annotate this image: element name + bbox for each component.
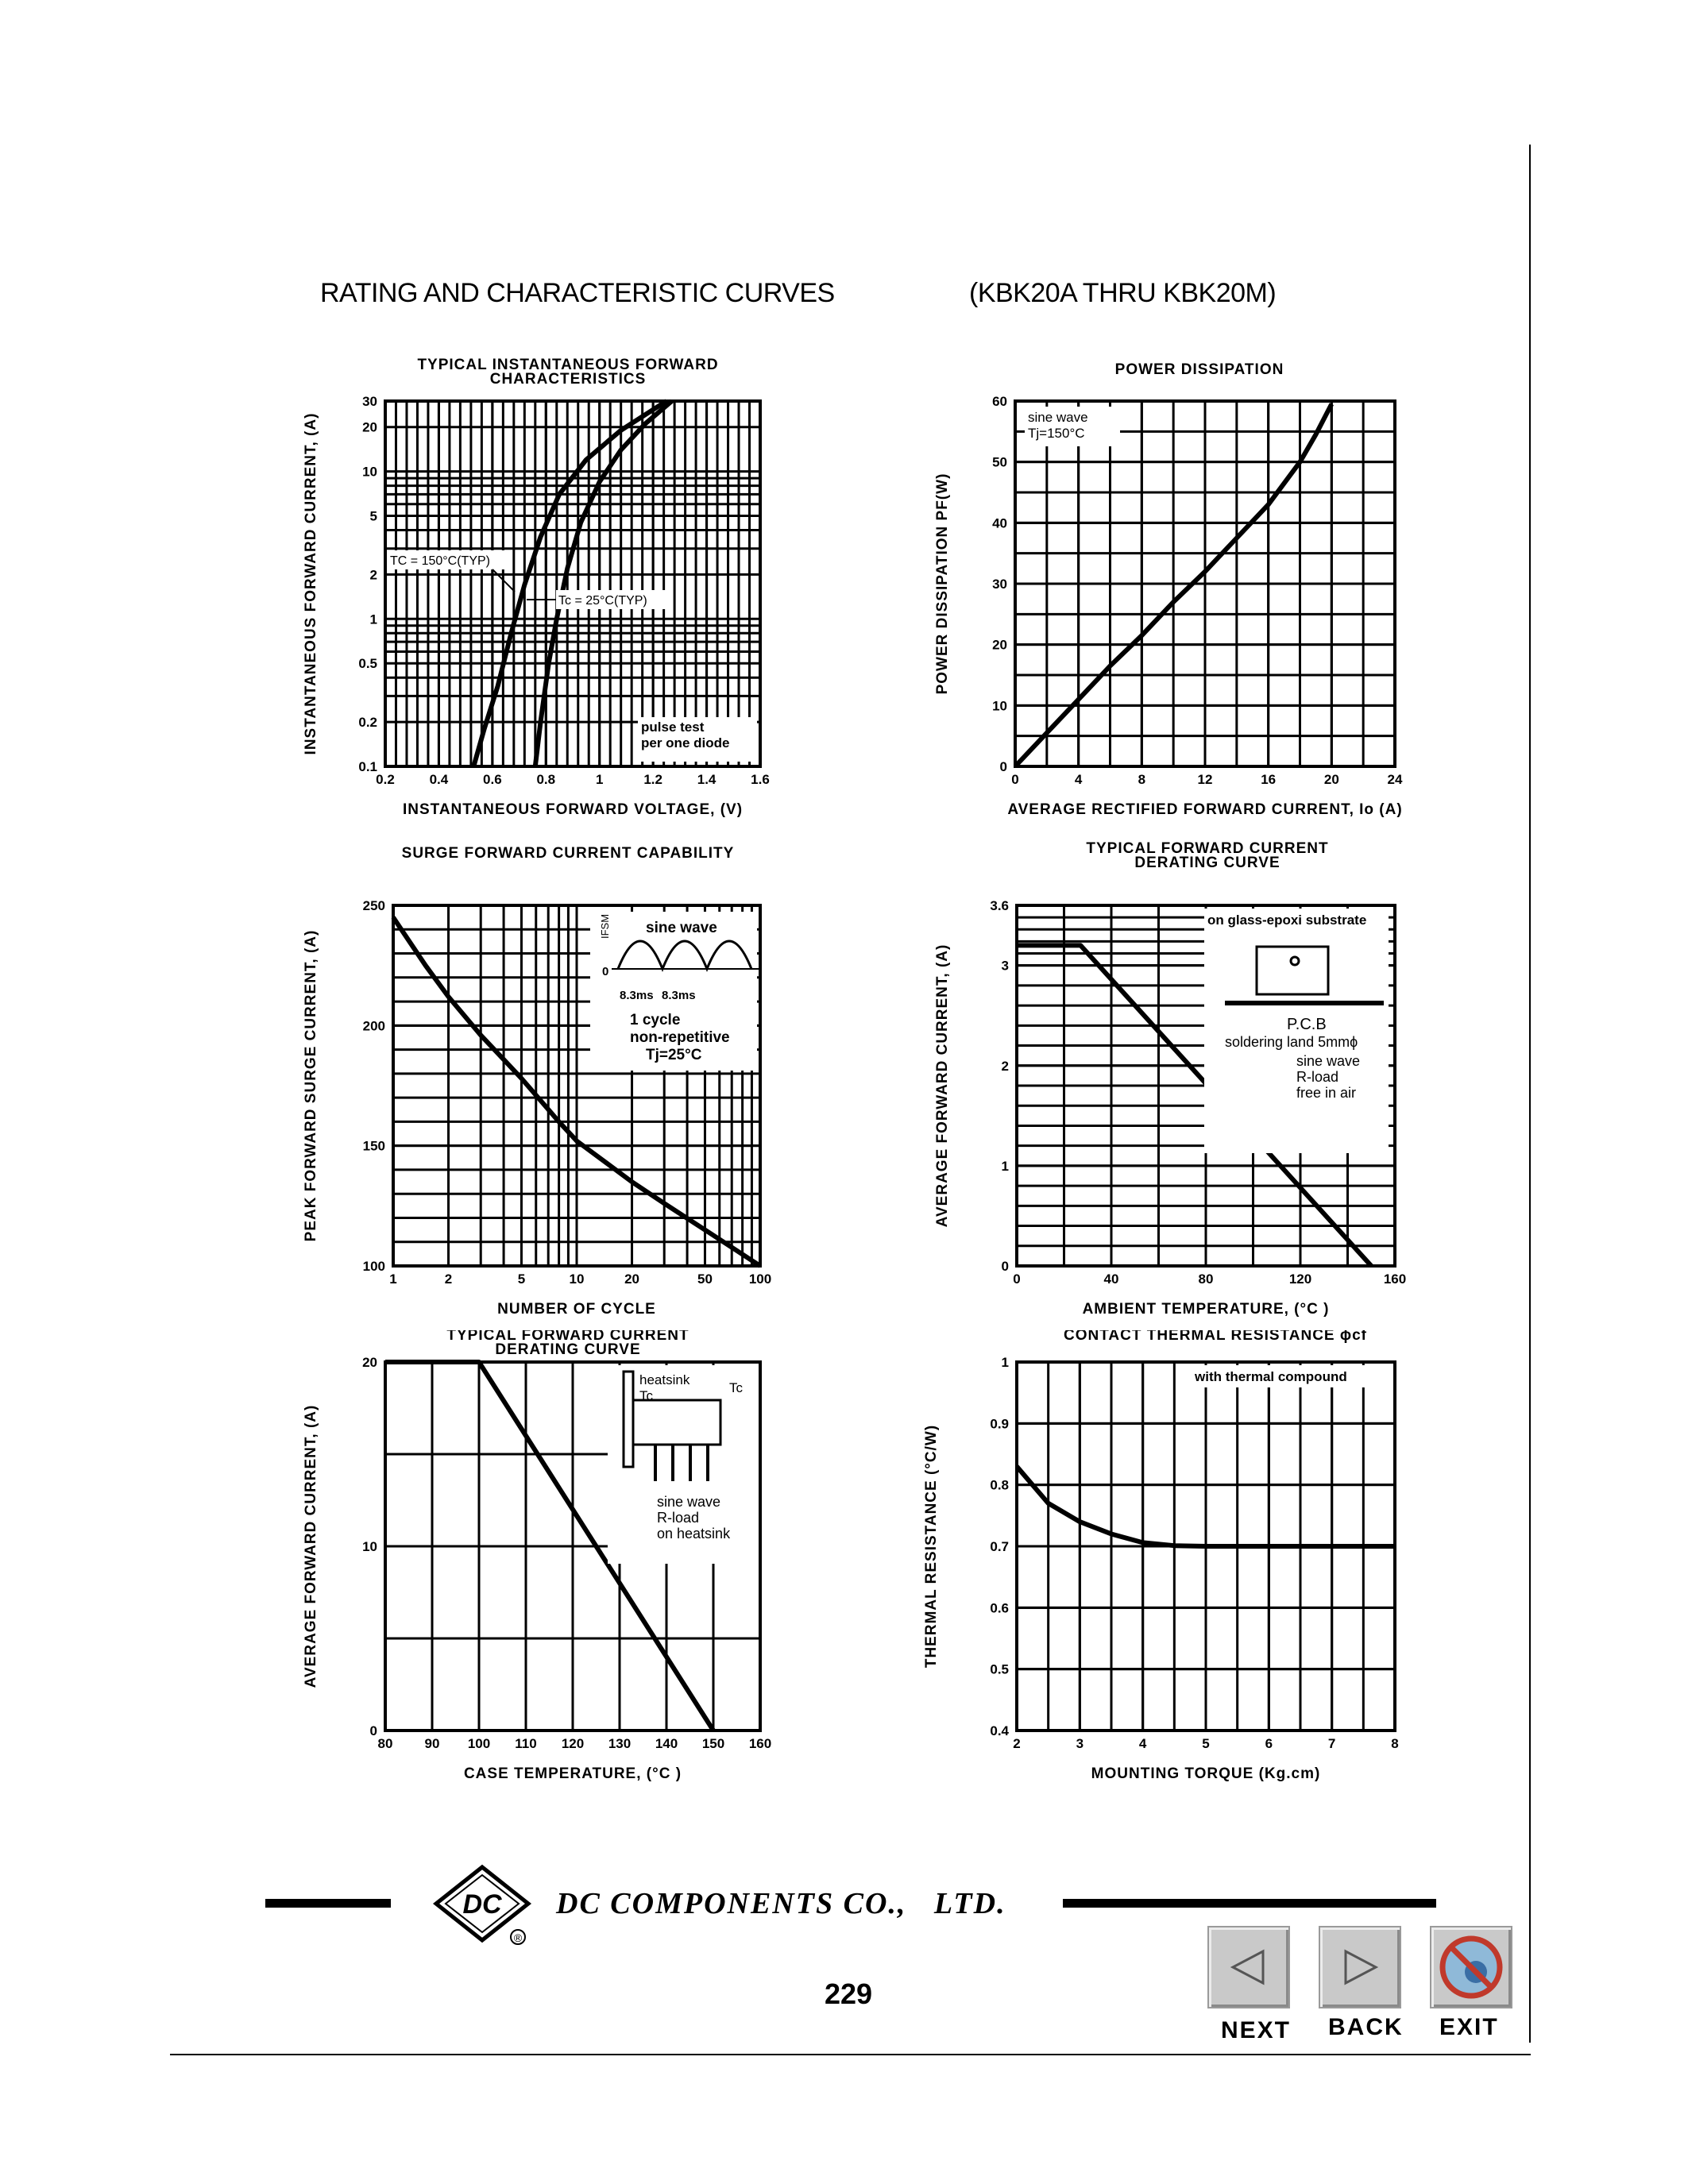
x-tick-label: 1 (595, 772, 604, 787)
y-tick-label: 0.4 (990, 1723, 1009, 1738)
x-tick-label: 0 (1013, 1271, 1021, 1287)
y-tick-label: 2 (1001, 1058, 1009, 1074)
y-tick-label: 1 (1001, 1158, 1009, 1174)
y-tick-label: 20 (992, 637, 1007, 653)
x-tick-label: 120 (1288, 1271, 1312, 1287)
package-icon (633, 1400, 720, 1445)
y-tick-label: 10 (992, 698, 1007, 714)
dc-logo (417, 1862, 536, 1950)
x-tick-label: 12 (1197, 772, 1213, 787)
annotation-text: soldering land 5mmϕ (1225, 1034, 1358, 1050)
x-tick-label: 140 (655, 1736, 678, 1751)
annotation-text: on glass-epoxi substrate (1207, 913, 1367, 928)
annotation-text: 0 (602, 965, 609, 978)
annotation-text: 8.3ms (620, 989, 654, 1002)
chart-surge (303, 845, 771, 1318)
annotation-text: sine wave (1028, 410, 1088, 425)
footer-left-rule (265, 1899, 391, 1908)
annotation-text: 8.3ms (662, 989, 696, 1002)
y-tick-label: 10 (362, 1539, 377, 1554)
annotation-text: R-load (1296, 1069, 1339, 1085)
annotation-text: sine wave (646, 920, 717, 936)
annotation-text: Tj=150°C (1028, 426, 1085, 441)
x-tick-label: 20 (1323, 772, 1339, 787)
chart-derating-case (298, 1330, 786, 1807)
x-tick-label: 1 (389, 1271, 397, 1287)
chart-title-line: TYPICAL FORWARD CURRENT (1086, 842, 1329, 857)
annotation-text: sine wave (657, 1494, 721, 1510)
x-tick-label: 110 (515, 1736, 537, 1751)
annotation-text: free in air (1296, 1085, 1357, 1101)
x-tick-label: 4 (1074, 772, 1083, 787)
chart-title-line: CONTACT THERMAL RESISTANCE ϕcf (1063, 1330, 1368, 1344)
annotation-text: heatsink (639, 1372, 690, 1387)
annotation-text: 1 cycle (630, 1012, 681, 1028)
y-tick-label: 0.9 (990, 1416, 1009, 1432)
chart-surge-current (298, 842, 786, 1330)
y-tick-label: 1 (369, 612, 377, 627)
registered-mark: ® (513, 1931, 523, 1944)
x-tick-label: 1.2 (643, 772, 662, 787)
x-axis-label: AVERAGE RECTIFIED FORWARD CURRENT, Io (A) (1007, 801, 1403, 818)
y-tick-label: 0 (369, 1723, 377, 1738)
annotation-text: IFSM (599, 913, 611, 939)
x-tick-label: 20 (624, 1271, 639, 1287)
x-tick-label: 160 (1383, 1271, 1407, 1287)
x-tick-label: 50 (697, 1271, 713, 1287)
package-icon (1257, 947, 1328, 994)
x-tick-label: 2 (444, 1271, 453, 1287)
x-tick-label: 0.6 (483, 772, 502, 787)
y-tick-label: 3 (1001, 958, 1009, 974)
y-tick-label: 0 (1001, 1259, 1009, 1274)
x-tick-label: 3 (1076, 1736, 1084, 1751)
page-title: RATING AND CHARACTERISTIC CURVES (320, 278, 835, 308)
y-tick-label: 30 (362, 394, 377, 409)
y-tick-label: 0.6 (990, 1600, 1009, 1616)
x-tick-label: 1.4 (697, 772, 717, 787)
y-tick-label: 10 (362, 464, 377, 480)
y-axis-label: AVERAGE FORWARD CURRENT, (A) (934, 943, 951, 1228)
y-tick-label: 30 (992, 577, 1007, 592)
chart-thermal-resistance (914, 1330, 1422, 1807)
x-tick-label: 90 (424, 1736, 440, 1751)
x-tick-label: 8 (1391, 1736, 1399, 1751)
y-tick-label: 100 (362, 1259, 385, 1274)
y-axis-label: THERMAL RESISTANCE (°C/W) (923, 1424, 940, 1669)
annotation-text: pulse test (641, 720, 705, 735)
x-tick-label: 2 (1013, 1736, 1021, 1751)
chart-title-line: TYPICAL INSTANTANEOUS FORWARD (417, 357, 719, 373)
next-label[interactable]: NEXT (1221, 2017, 1292, 2043)
series-label: TC = 150°C(TYP) (390, 554, 490, 568)
x-tick-label: 100 (467, 1736, 491, 1751)
annotation-text: R-load (657, 1510, 700, 1526)
page-bottom-rule (170, 2054, 1531, 2055)
y-tick-label: 20 (362, 419, 377, 435)
x-axis-label: CASE TEMPERATURE, (°C ) (463, 1765, 682, 1782)
y-tick-label: 1 (1001, 1355, 1009, 1370)
y-tick-label: 250 (362, 898, 385, 913)
x-tick-label: 5 (1202, 1736, 1210, 1751)
chart-derate_amb (934, 842, 1406, 1318)
series-title: (KBK20A THRU KBK20M) (969, 278, 1277, 308)
x-tick-label: 5 (517, 1271, 526, 1287)
y-tick-label: 0 (999, 759, 1007, 774)
x-tick-label: 7 (1327, 1736, 1336, 1751)
x-tick-label: 0.2 (376, 772, 395, 787)
series-label: Tc = 25°C(TYP) (558, 594, 647, 608)
x-tick-label: 6 (1265, 1736, 1273, 1751)
y-tick-label: 0.2 (358, 715, 377, 731)
chart-power (934, 361, 1403, 818)
left-triangle-icon (1209, 1927, 1288, 2007)
chart-title-line: SURGE FORWARD CURRENT CAPABILITY (401, 845, 735, 862)
annotation-text: Tj=25°C (646, 1047, 702, 1063)
exit-label[interactable]: EXIT (1439, 2014, 1499, 2040)
next-button[interactable] (1207, 1926, 1290, 2008)
footer-right-rule (1063, 1899, 1436, 1908)
annotation-text: on heatsink (657, 1526, 731, 1542)
plot-frame (385, 401, 760, 766)
annotation-text: Tc (729, 1380, 743, 1395)
x-tick-label: 0.8 (536, 772, 556, 787)
y-tick-label: 40 (992, 515, 1007, 531)
annotation-text: per one diode (641, 735, 730, 751)
page-right-rule (1529, 145, 1531, 2043)
x-axis-label: MOUNTING TORQUE (Kg.cm) (1091, 1765, 1321, 1782)
chart-power-dissipation (929, 353, 1422, 842)
no-entry-icon (1431, 1927, 1511, 2007)
y-axis-label: INSTANTANEOUS FORWARD CURRENT, (A) (303, 412, 319, 755)
annotation-text: non-repetitive (630, 1029, 730, 1046)
y-tick-label: 3.6 (990, 898, 1009, 913)
y-tick-label: 150 (362, 1138, 385, 1154)
x-tick-label: 8 (1138, 772, 1146, 787)
chart-fwd (303, 357, 770, 818)
annotation-text: Tc (639, 1388, 653, 1403)
back-label[interactable]: BACK (1328, 2014, 1404, 2040)
right-triangle-icon (1320, 1927, 1400, 2007)
chart-thermal (923, 1330, 1399, 1782)
chart-title-line: POWER DISSIPATION (1114, 361, 1284, 378)
x-axis-label: NUMBER OF CYCLE (497, 1301, 656, 1318)
y-axis-label: POWER DISSIPATION PF(W) (934, 473, 951, 695)
x-axis-label: AMBIENT TEMPERATURE, (°C ) (1082, 1301, 1330, 1318)
y-tick-label: 5 (369, 508, 377, 524)
x-tick-label: 24 (1387, 772, 1403, 787)
exit-button[interactable] (1430, 1926, 1512, 2008)
x-tick-label: 160 (748, 1736, 772, 1751)
chart-derate_case (303, 1330, 771, 1782)
y-tick-label: 200 (362, 1018, 385, 1034)
pcb-icon (1225, 1001, 1384, 1005)
y-axis-label: PEAK FORWARD SURGE CURRENT, (A) (303, 929, 319, 1242)
y-tick-label: 2 (369, 567, 377, 583)
chart-forward-characteristics (298, 353, 786, 842)
y-tick-label: 0.8 (990, 1477, 1009, 1493)
y-tick-label: 50 (992, 454, 1007, 470)
chart-title-line: DERATING CURVE (1134, 855, 1280, 871)
y-tick-label: 60 (992, 394, 1007, 409)
x-tick-label: 100 (748, 1271, 772, 1287)
x-tick-label: 80 (377, 1736, 393, 1751)
heatsink-icon (624, 1372, 633, 1467)
chart-title-line: DERATING CURVE (495, 1341, 641, 1358)
annotation-text: sine wave (1296, 1053, 1361, 1069)
y-tick-label: 20 (362, 1355, 377, 1370)
chart-title-line: TYPICAL FORWARD CURRENT (446, 1330, 689, 1344)
y-tick-label: 0.5 (358, 656, 377, 672)
x-tick-label: 40 (1103, 1271, 1119, 1287)
x-tick-label: 0.4 (429, 772, 449, 787)
chart-derating-ambient (929, 842, 1422, 1330)
y-tick-label: 0.1 (358, 759, 377, 774)
y-tick-label: 0.7 (990, 1539, 1009, 1554)
chart-title-line: CHARACTERISTICS (489, 371, 647, 388)
y-axis-label: AVERAGE FORWARD CURRENT, (A) (303, 1404, 319, 1688)
logo-text: DC (462, 1889, 502, 1920)
x-tick-label: 1.6 (751, 772, 770, 787)
back-button[interactable] (1319, 1926, 1401, 2008)
y-tick-label: 0.5 (990, 1661, 1009, 1677)
x-tick-label: 150 (701, 1736, 725, 1751)
annotation-text: P.C.B (1287, 1016, 1327, 1033)
x-axis-label: INSTANTANEOUS FORWARD VOLTAGE, (V) (402, 801, 744, 818)
x-tick-label: 130 (608, 1736, 632, 1751)
x-tick-label: 10 (569, 1271, 585, 1287)
x-tick-label: 120 (561, 1736, 585, 1751)
x-tick-label: 80 (1198, 1271, 1214, 1287)
company-name: DC COMPONENTS CO., LTD. (556, 1887, 1006, 1920)
x-tick-label: 0 (1011, 772, 1019, 787)
page-number: 229 (825, 1978, 873, 2010)
annotation-text: with thermal compound (1195, 1369, 1347, 1384)
x-tick-label: 4 (1138, 1736, 1147, 1751)
x-tick-label: 16 (1261, 772, 1277, 787)
